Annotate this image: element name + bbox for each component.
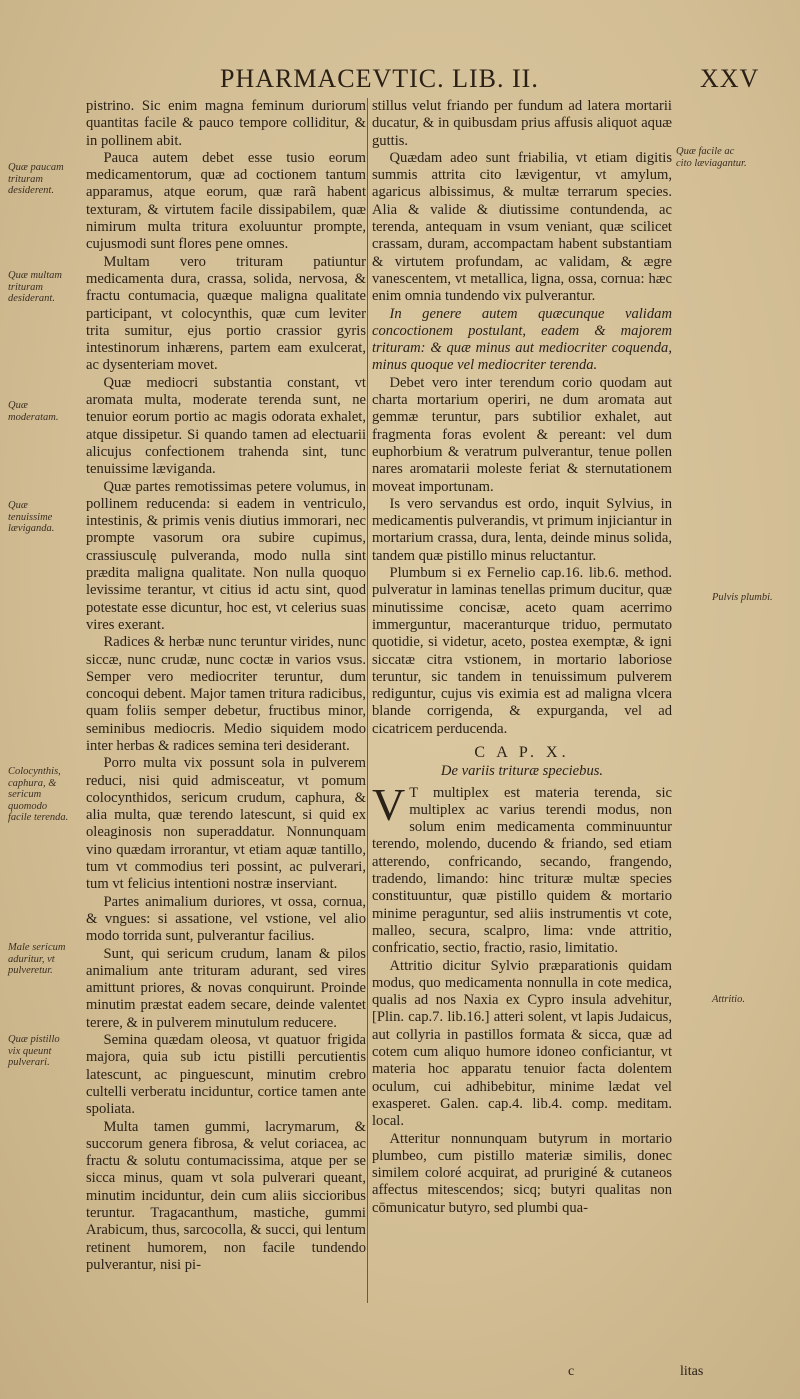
catchword: litas xyxy=(680,1364,704,1379)
paragraph: Semina quædam oleosa, vt quatuor frigida majora, quia sub ictu pistilli percutientis latescunt, ac pinguescunt, minutim crebro cultelli verberatu inciduntur, cortice tamen ante spoliata. xyxy=(86,1032,366,1118)
folio-number: XXV xyxy=(700,64,760,93)
paragraph: pistrino. Sic enim magna feminum duriorum quantitas facile & pauco tempore colliditur, & in pollinem abit. xyxy=(86,98,366,149)
right-column xyxy=(372,98,672,1217)
paragraph: Plumbum si ex Fernelio cap.16. lib.6. method. pulveratur in laminas tenellas primum ducitur, quæ minutissime concisæ, aceto quam acerrimo immerguntur, maceranturque triduo, permutato quotidie, si videtur, aceto, postea exemptæ, & igni siccatæ citra vstionem, in mortario laboriose teruntur, sic tandem in tenuissimum pulverem rediguntur, cujus vis eximia est ad maligna vlcera blande corrigenda, & expurganda, vel ad cicatricem perducenda. xyxy=(372,565,672,737)
column-divider xyxy=(367,98,368,1303)
margin-note: Male sericum aduritur, vt pulveretur. xyxy=(8,942,66,976)
margin-note: Quæ facile ac cito læviagantur. xyxy=(676,146,747,169)
margin-note: Quæ paucam trituram desiderent. xyxy=(8,162,64,196)
margin-note: Colocynthis, caphura, & sericum quomodo facile terenda. xyxy=(8,766,69,823)
margin-note: Quæ pistillo vix queunt pulverari. xyxy=(8,1034,60,1068)
paragraph: Porro multa vix possunt sola in pulverem reduci, nisi quid admisceatur, vt pomum colocynthidos, sericum crudum, caphura, & alia multa, quæ terendo latescunt, si quid ex oleaginosis non superaddatur. Nonnunquam vino quædam irrorantur, vt etiam aquæ tantillo, tum vt commodius teri possint, ac pulverari, tum vt felicius intentioni nostræ inserviant. xyxy=(86,755,366,893)
paragraph: Quæ mediocri substantia constant, vt aromata multa, moderate terenda sunt, ne tenuior eorum portio ac magis odorata exhalet, atque dissipetur. Si quando tamen ad electuarii alicujus confectionem trahenda sint, tunc tenuissime læviganda. xyxy=(86,374,366,478)
paragraph: In genere autem quæcunque validam concoctionem postulant, eadem & majorem trituram: & quæ minus aut mediocriter coquenda, minus quoque vel mediocriter terenda. xyxy=(372,305,672,374)
chapter-subtitle: De variis trituræ speciebus. xyxy=(440,763,604,780)
paragraph: Is vero servandus est ordo, inquit Sylvius, in medicamentis pulverandis, vt primum injiciantur in mortarium crassa, dura, lenta, deinde minus solida, tandem quæ pistillo minus reluctantur. xyxy=(372,495,672,564)
paragraph: Quæ partes remotissimas petere volumus, in pollinem reducenda: si eadem in ventriculo, intestinis, & primis venis diutius immorari, nec prompte vasorum ora subire cupimus, crassiusculę pulveranda, modo nulla sint prædita maligna qualitate. Non nulla quoquo levissime terantur, vt citius id actu sint, quod potestate esse dicuntur, hoc est, vt celerius suas vires exerant. xyxy=(86,478,366,633)
margin-note: Quæ tenuissime læviganda. xyxy=(8,500,55,534)
signature-mark: c xyxy=(568,1364,575,1379)
paragraph: stillus velut friando per fundum ad latera mortarii ducatur, & in quibusdam prius affusis aliquot aquæ guttis. xyxy=(372,98,672,149)
chapter-heading: C A P. X. xyxy=(474,743,570,761)
paragraph: Partes animalium duriores, vt ossa, cornua, & vngues: si assatione, vel vstione, vel alio modo torrida sunt, pulverantur facilius. xyxy=(86,893,366,945)
page-header xyxy=(0,64,800,92)
paragraph: Sunt, qui sericum crudum, lanam & pilos animalium ante trituram adurant, sed vires amittunt priores, & novas conquirunt. Proinde minutim præstat eadem secare, deinde valentet terere, & in pulverem minutulum reducere. xyxy=(86,945,366,1031)
margin-note: Attritio. xyxy=(712,994,745,1005)
margin-note: Quæ multam trituram desiderant. xyxy=(8,270,62,304)
paragraph: Attritio dicitur Sylvio præparationis quidam modus, quo medicamenta nonnulla in cote medica, qualis ad nos Naxia ex Cypro insula advehitur, [Plin. cap.7. lib.16.] atteri solent, vt lapis Judaicus, aut collyria in pastillos formata & sicca, quæ ad cotem cum aliquo humore idoneo conficiantur, vt materia hoc apparatu tenuior facta dolentem oculum, cui adhibebitur, minime lædat vel exasperet. Galen. cap.4. lib.4. comp. meditam. local. xyxy=(372,957,672,1130)
drop-cap-initial: V xyxy=(372,778,406,830)
left-column xyxy=(86,98,366,1274)
running-title: PHARMACEVTIC. LIB. II. xyxy=(220,64,539,93)
paragraph: Quædam adeo sunt friabilia, vt etiam digitis summis attrita cito lævigentur, vt amylum, agaricus albissimus, & multæ terrarum species. Alia & valide & diutissime contundenda, ac terenda, antequam in vsum veniant, quæ scilicet crassam, duram, accompactam habent substantiam & virtutem profundam, ac validam, & ægre vanescentem, vt metallica, ligna, ossa, cornua: hæc enim omnia tundendo vix pulverantur. xyxy=(372,149,672,305)
paragraph: Radices & herbæ nunc teruntur virides, nunc siccæ, nunc crudæ, nunc coctæ in varios vsus. Semper vero mediocriter teruntur, dum concoqui debent. Major tamen tritura radicibus, quam foliis semper debetur, fructibus minor, seminibus mediocris. Medio siquidem modo inter herbas & radices semina teri desiderant. xyxy=(86,634,366,754)
margin-note: Quæ moderatam. xyxy=(8,400,59,423)
chapter-first-text: T multiplex est materia terenda, sic multiplex ac varius terendi modus, non solum enim medicamenta comminuuntur terendo, molendo, ducendo & friando, sed etiam atterendo, confricando, secando, frangendo, tradendo, limando: hinc trituræ multæ species constituuntur, quæ pistillo quidem & mortario minime peraguntur, sed aliis instrumentis vt cote, malleo, secura, scalpro, lima: vnde attritio, confricatio, sectio, fractio, rasio, limitatio. xyxy=(372,784,672,957)
paragraph: Atteritur nonnunquam butyrum in mortario plumbeo, cum pistillo materiæ similis, donec similem coloré acquirat, ad pruriginé & cutaneos affectus mitescendos; sicq; butyri qualitas non cōmunicatur butyro, sed plumbi qua- xyxy=(372,1130,672,1216)
paragraph: Pauca autem debet esse tusio eorum medicamentorum, quæ ad coctionem tantum apparamus, atque eorum, quæ rarã habent texturam, & virtutem facile dissipabilem, quæ nimirum multa tritura exoluuntur prompte, cujusmodi sunt flores pene omnes. xyxy=(86,149,366,253)
margin-note: Pulvis plumbi. xyxy=(712,592,773,603)
paragraph: Debet vero inter terendum corio quodam aut charta mortarium operiri, ne dum aromata aut gemmæ teruntur, pars subtilior exhalet, aut fragmenta foras evolent & pereant: vel dum euphorbium & veratrum pulverantur, tenue pollen nares aromatarii moleste feriat & sternutationem moveat importunam. xyxy=(372,374,672,495)
paragraph: Multam vero trituram patiuntur medicamenta dura, crassa, solida, nervosa, & fractu contumacia, quæque maligna qualitate participant, vt colocynthis, quæ cum leviter trita sumitur, ejus portio crassior gyris intestinorum inhærens, partem eam exulcerat, ac dysenteriam movet. xyxy=(86,253,366,374)
paragraph: Multa tamen gummi, lacrymarum, & succorum genera fibrosa, & velut coriacea, ac fractu & solutu contumacissima, atque per se sicca minus, quam vt sola pulverari queant, minutim inciduntur, dein cum aliis siccioribus teruntur. Tragacanthum, mastiche, gummi Arabicum, thus, sarcocolla, & succi, qui lentum retinent humorem, non facile tundendo pulverantur, nisi pi- xyxy=(86,1118,366,1273)
chapter-first-paragraph xyxy=(372,778,672,958)
